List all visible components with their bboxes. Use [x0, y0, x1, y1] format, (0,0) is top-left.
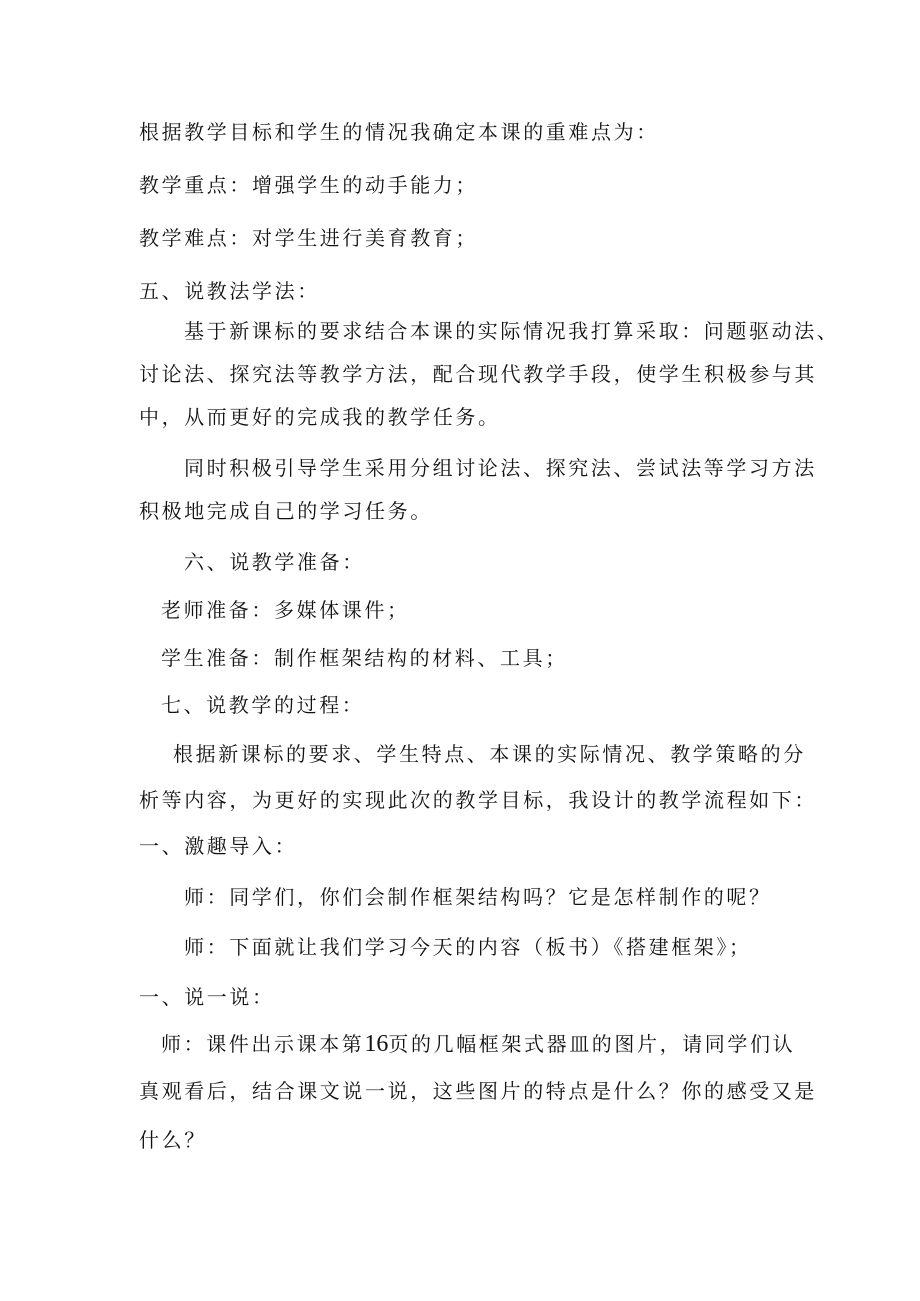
section-heading: 一、激趣导入：: [139, 834, 298, 858]
text-line: 学生准备：制作框架结构的材料、工具；: [161, 646, 568, 670]
text-segment: 页的几幅框架式器皿的图片，请同学们认: [388, 1032, 796, 1056]
text-line: 师：下面就让我们学习今天的内容（板书）《搭建框架》；: [184, 935, 752, 959]
text-line: 师：同学们，你们会制作框架结构吗？它是怎样制作的呢？: [184, 885, 772, 909]
text-line: 老师准备：多媒体课件；: [161, 598, 410, 622]
section-heading: 五、说教法学法：: [139, 279, 320, 303]
text-line: 教学重点：增强学生的动手能力；: [139, 173, 478, 197]
text-line: 根据教学目标和学生的情况我确定本课的重难点为：: [139, 120, 659, 144]
section-heading: 六、说教学准备：: [184, 550, 365, 574]
text-line: [161, 1031, 795, 1057]
text-line: 讨论法、探究法等教学方法，配合现代教学手段，使学生积极参与其: [139, 362, 817, 386]
text-line: 根据新课标的要求、学生特点、本课的实际情况、教学策略的分: [173, 742, 806, 766]
text-line: 同时积极引导学生采用分组讨论法、探究法、尝试法等学习方法: [184, 456, 817, 480]
text-line: 析等内容，为更好的实现此次的教学目标，我设计的教学流程如下：: [139, 788, 817, 812]
section-heading: 七、说教学的过程：: [161, 693, 365, 717]
page-number-ref: 16: [364, 1031, 389, 1057]
text-line: 教学难点：对学生进行美育教育；: [139, 226, 478, 250]
text-line: 积极地完成自己的学习任务。: [139, 499, 433, 523]
text-segment: 师：课件出示课本第: [161, 1032, 365, 1056]
text-line: 基于新课标的要求结合本课的实际情况我打算采取：问题驱动法、: [184, 319, 840, 343]
section-heading: 一、说一说：: [139, 985, 275, 1009]
text-line: 中，从而更好的完成我的教学任务。: [139, 405, 501, 429]
text-line: 什么？: [139, 1128, 207, 1152]
text-line: 真观看后，结合课文说一说，这些图片的特点是什么？你的感受又是: [139, 1079, 817, 1103]
